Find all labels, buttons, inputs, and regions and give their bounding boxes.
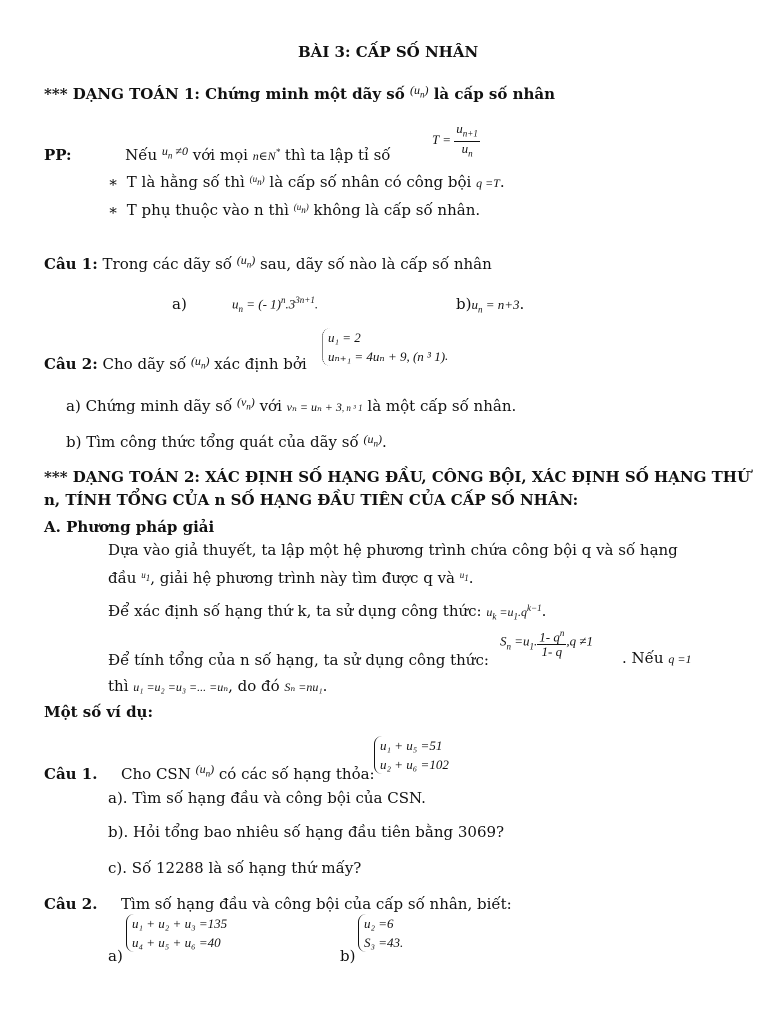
dang2-heading-line1: *** DẠNG TOÁN 2: XÁC ĐỊNH SỐ HẠNG ĐẦU, CÔNG BỘI, XÁC ĐỊNH SỐ HẠNG THỨ (44, 468, 751, 486)
example2-system-b: u₂ =6 S₃ =43. (358, 914, 403, 952)
example1-part-b: b). Hỏi tổng bao nhiêu số hạng đầu tiên bằng 3069? (108, 823, 505, 841)
method-paragraph-3: Để xác định số hạng thứ k, ta sử dụng công thức: $u_k =u_1.q^{k-1}$. (108, 602, 547, 622)
sum-formula: $S_n =u_1$. $\frac{1- q^n}{1- q}$ ,q ≠1 (500, 628, 594, 660)
bullet-star-icon: ∗ (108, 201, 119, 219)
sum-formula-tail: . Nếu q =1 (622, 649, 692, 667)
method-paragraph-4: Để tính tổng của n số hạng, ta sử dụng công thức: (108, 651, 489, 669)
cau2-part-a: a) Chứng minh dãy số $^{(v_n)}$ với vₙ = uₙ + 3, n ³ 1 là một cấp số nhân. (66, 395, 517, 415)
cau1-question: Câu 1: Trong các dãy số $^{(u_n)}$ sau, dãy số nào là cấp số nhân (44, 253, 492, 273)
example2-system-a: u₁ + u₂ + u₃ =135 u₄ + u₅ + u₆ =40 (126, 914, 227, 952)
dang2-heading-line2: n, TÍNH TỔNG CỦA n SỐ HẠNG ĐẦU TIÊN CỦA CẤP SỐ NHÂN: (44, 491, 579, 509)
example1-part-a: a). Tìm số hạng đầu và công bội của CSN. (108, 789, 426, 807)
example2-part-b-label: b) (340, 947, 356, 965)
method-paragraph-5: thì u₁ =u₂ =u₃ =... =uₙ, do đó Sₙ =nu₁. (108, 677, 328, 695)
method-paragraph-2: đầu $^{u_1}$, giải hệ phương trình này tìm được q và $^{u_1}$. (108, 569, 474, 587)
bullet-dependent: ∗ T phụ thuộc vào n thì $^{(u_n)}$ không là cấp số nhân. (108, 201, 481, 219)
dang1-heading: *** DẠNG TOÁN 1: Chứng minh một dãy số $^{(u_n)}$ là cấp số nhân (44, 83, 556, 103)
example1-part-c: c). Số 12288 là số hạng thứ mấy? (108, 859, 362, 877)
bullet-constant: ∗ T là hằng số thì $^{(u_n)}$ là cấp số nhân có công bội q =T. (108, 173, 505, 191)
bullet-star-icon: ∗ (108, 173, 119, 191)
example2-question: Câu 2. Tìm số hạng đầu và công bội của cấp số nhân, biết: (44, 895, 512, 913)
cau2-question: Câu 2: Cho dãy số $^{(u_n)}$ xác định bởi (44, 354, 307, 373)
method-heading: A. Phương pháp giải (44, 518, 215, 536)
example2-part-a-label: a) (108, 947, 123, 965)
page-title: BÀI 3: CẤP SỐ NHÂN (298, 43, 479, 61)
pp-line: PP: Nếu $^{u_n \ne 0}$ với mọi n∈N* thì ta lập tỉ số (44, 144, 391, 164)
cau2-part-b: b) Tìm công thức tổng quát của dãy số $^{(u_n)}$. (66, 432, 387, 451)
cau1-formula-a: $u_n$ = (- $1)^n.3^{3n+1}$. (232, 295, 319, 314)
method-paragraph-1: Dựa vào giả thuyết, ta lập một hệ phương trình chứa công bội q và số hạng (108, 541, 678, 559)
example1-question: Câu 1. Cho CSN $^{(u_n)}$ có các số hạng thỏa: (44, 762, 375, 783)
cau1-option-a: a) (172, 295, 187, 313)
cau2-system: u₁ = 2 uₙ₊₁ = 4uₙ + 9, (n ³ 1) . (322, 328, 448, 366)
examples-heading: Một số ví dụ: (44, 703, 153, 721)
cau1-option-b: $b)u_n = n+3$. (456, 295, 525, 315)
example1-system: u₁ + u₅ =51 u₂ + u₆ =102 (374, 736, 449, 774)
ratio-formula: T = $\frac{u_{n+1}}{u_n}$ (432, 121, 478, 159)
